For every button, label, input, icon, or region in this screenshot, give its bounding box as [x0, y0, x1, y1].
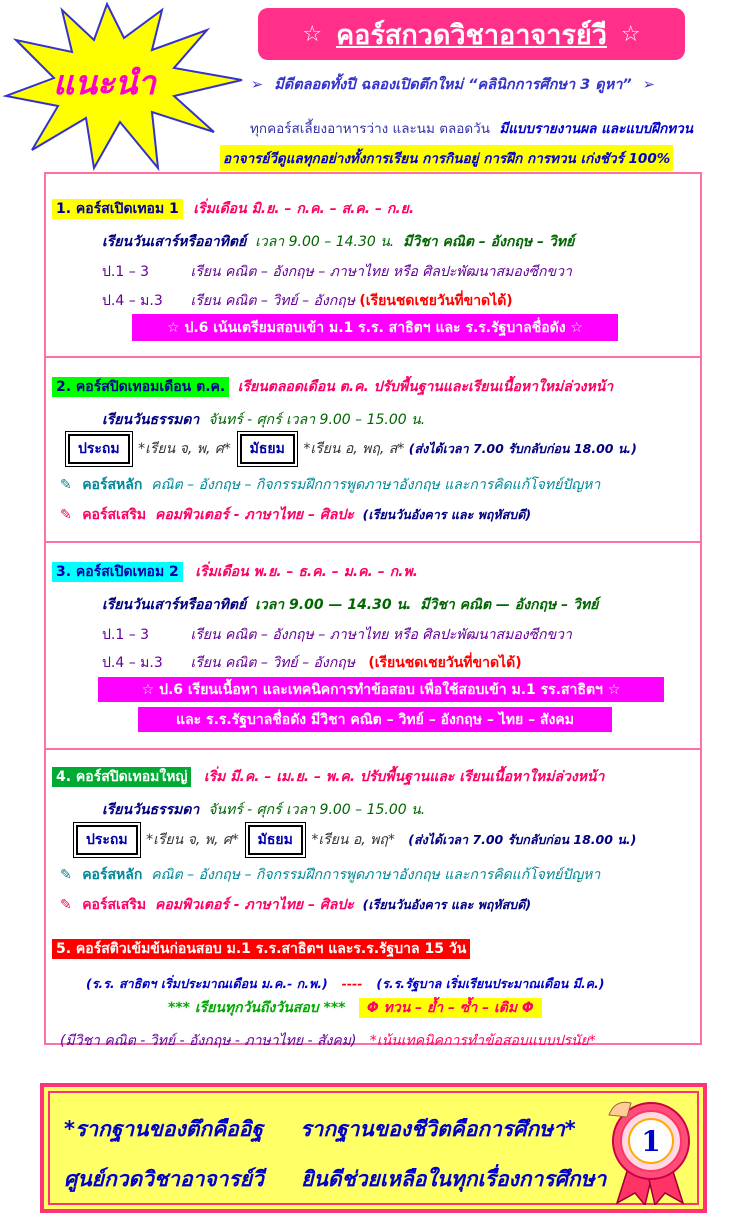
section-1-days: เรียนวันเสาร์หรืออาทิตย์	[102, 234, 247, 250]
section-5-schedule	[86, 974, 605, 994]
footer-slogan: ยินดีช่วยเหลือในทุกเรื่องการศึกษา	[301, 1167, 607, 1191]
section-5-tag: 5. คอร์สติวเข้มข้นก่อนสอบ ม.1 ร.ร.สาธิตฯ และร.ร.รัฐบาล 15 วัน	[52, 939, 470, 959]
footer-quote-b: รากฐานของชีวิตคือการศึกษา*	[300, 1117, 576, 1141]
primary-box: ประถม	[68, 434, 130, 464]
pencil-icon: ✎	[60, 477, 72, 493]
course-panel	[44, 172, 702, 1049]
makeup-note: (เรียนชดเชยวันที่ขาดได้)	[368, 655, 522, 671]
makeup-note: (เรียนชดเชยวันที่ขาดได้)	[359, 293, 513, 309]
arrow-left-icon: ➢	[642, 77, 655, 93]
core-label: คอร์สหลัก	[82, 867, 143, 883]
level-label: ป.4 – ม.3	[102, 293, 163, 309]
review-badge: Φ ทวน – ย้ำ – ซ้ำ – เติม Φ	[359, 998, 542, 1018]
secondary-subjects: *เรียน อ, พฤ*	[311, 832, 395, 848]
extra-label: คอร์สเสริม	[82, 507, 147, 523]
section-3-secondary	[102, 652, 522, 674]
extra-text: คอมพิวเตอร์ - ภาษาไทย – ศิลปะ	[155, 897, 354, 913]
section-3-highlight-2: และ ร.ร.รัฐบาลชื่อดัง มีวิชา คณิต – วิทย์ – อังกฤษ – ไทย – สังคม	[138, 707, 612, 732]
section-1-time: เวลา 9.00 – 14.30 น.	[255, 234, 395, 250]
section-4-period: เริ่ม มี.ค. – เม.ย. – พ.ค. ปรับพื้นฐานและ เรียนเนื้อหาใหม่ล่วงหน้า	[203, 769, 605, 785]
section-1-tag: 1. คอร์สเปิดเทอม 1	[52, 199, 183, 219]
section-1-period: เริ่มเดือน มิ.ย. – ก.ค. – ส.ค. – ก.ย.	[193, 201, 415, 217]
section-4-days: เรียนวันธรรมดา	[102, 802, 200, 818]
medal-number: 1	[641, 1125, 661, 1158]
pencil-icon: ✎	[60, 897, 72, 913]
section-4-days-detail: จันทร์ - ศุกร์ เวลา 9.00 – 15.00 น.	[208, 802, 426, 818]
extra-note: (เรียนวันอังคาร และ พฤหัสบดี)	[362, 507, 532, 522]
section-2-core	[60, 474, 600, 496]
core-label: คอร์สหลัก	[82, 477, 143, 493]
intro-text: มีดีตลอดทั้งปี ฉลองเปิดตึกใหม่ “คลินิกการศึกษา 3 ดูหา”	[274, 77, 632, 93]
section-3-primary	[102, 624, 572, 646]
section-3-highlight-1: ☆ ป.6 เรียนเนื้อหา และเทคนิคการทำข้อสอบ เพื่อใช้สอบเข้า ม.1 รร.สาธิตฯ ☆	[98, 677, 664, 702]
section-2-header	[52, 376, 613, 398]
section-1-header	[52, 198, 414, 220]
section-4-core	[60, 864, 600, 886]
intro-line-2	[250, 117, 693, 139]
footer-center-line	[64, 1163, 606, 1196]
core-text: คณิต – อังกฤษ – กิจกรรมฝึกการพูดภาษาอังกฤษ และการคิดแก้โจทย์ปัญหา	[151, 477, 601, 493]
section-3-schedule	[102, 594, 598, 616]
section-2-period: เรียนตลอดเดือน ต.ค. ปรับพื้นฐานและเรียนเนื้อหาใหม่ล่วงหน้า	[237, 379, 614, 395]
section-3-time: เวลา 9.00 — 14.30 น.	[255, 597, 412, 613]
star-icon: ☆	[620, 21, 641, 47]
section-1-secondary	[102, 290, 513, 312]
section-2-levels	[68, 434, 637, 464]
section-4-levels	[76, 825, 636, 855]
badge-label: แนะนำ	[53, 63, 156, 102]
star-icon: ☆	[302, 21, 323, 47]
schedule-dashes: ----	[341, 976, 363, 991]
schedule-public: (ร.ร.รัฐบาล เริ่มเรียนประมาณเดือน มี.ค.)	[376, 976, 605, 991]
section-1-primary	[102, 261, 572, 283]
section-2-tag: 2. คอร์สปิดเทอมเดือน ต.ค.	[52, 377, 229, 397]
footer-center-name: ศูนย์กวดวิชาอาจารย์วี	[64, 1167, 264, 1191]
technique-text: *เน้นเทคนิคการทำข้อสอบแบบปรนัย*	[369, 1033, 596, 1049]
primary-subjects: *เรียน จ, พ, ศ*	[146, 832, 239, 848]
extra-label: คอร์สเสริม	[82, 897, 147, 913]
section-3-tag: 3. คอร์สเปิดเทอม 2	[52, 562, 183, 582]
title-text: คอร์สกวดวิชาอาจารย์วี	[336, 19, 607, 51]
section-4-tag: 4. คอร์สปิดเทอมใหญ่	[52, 767, 191, 787]
section-4-extra	[60, 894, 531, 916]
divider	[46, 541, 700, 543]
pencil-icon: ✎	[60, 867, 72, 883]
primary-box: ประถม	[76, 825, 138, 855]
level-label: ป.1 – 3	[102, 627, 150, 643]
divider	[46, 748, 700, 750]
section-3-period: เริ่มเดือน พ.ย. – ธ.ค. – ม.ค. – ก.พ.	[195, 564, 418, 580]
section-5-subjects	[60, 1030, 596, 1052]
level-label: ป.1 – 3	[102, 264, 150, 280]
level-text: เรียน คณิต – อังกฤษ – ภาษาไทย หรือ ศิลปะพัฒนาสมองซีกขวา	[190, 264, 572, 280]
transport-note: (ส่งได้เวลา 7.00 รับกลับก่อน 18.00 น.)	[408, 832, 637, 847]
level-text: เรียน คณิต – อังกฤษ – ภาษาไทย หรือ ศิลปะพัฒนาสมองซีกขวา	[190, 627, 572, 643]
secondary-subjects: *เรียน อ, พฤ, ส*	[303, 441, 405, 457]
section-1-highlight: ☆ ป.6 เน้นเตรียมสอบเข้า ม.1 ร.ร. สาธิตฯ และ ร.ร.รัฐบาลชื่อดัง ☆	[132, 314, 618, 341]
section-2-days-detail: จันทร์ - ศุกร์ เวลา 9.00 – 15.00 น.	[208, 412, 426, 428]
core-text: คณิต – อังกฤษ – กิจกรรมฝึกการพูดภาษาอังกฤษ และการคิดแก้โจทย์ปัญหา	[151, 867, 601, 883]
extra-note: (เรียนวันอังคาร และ พฤหัสบดี)	[362, 897, 532, 912]
secondary-box: มัธยม	[240, 434, 295, 464]
section-4-header	[52, 766, 604, 788]
footer-quote-a: *รากฐานของตึกคืออิฐ	[64, 1117, 263, 1141]
intro-snack: ทุกคอร์สเลี้ยงอาหารว่าง และนม ตลอดวัน	[250, 121, 490, 137]
intro-report: มีแบบรายงานผล และแบบฝึกทวน	[499, 121, 693, 137]
section-5-daily	[168, 997, 542, 1019]
page-title	[258, 8, 685, 60]
schedule-demo: (ร.ร. สาธิตฯ เริ่มประมาณเดือน ม.ค.- ก.พ.)	[86, 976, 328, 991]
section-4-schedule	[102, 799, 425, 821]
footer-quote-line	[64, 1113, 576, 1146]
divider	[46, 356, 700, 358]
secondary-box: มัธยม	[248, 825, 303, 855]
daily-text: *** เรียนทุกวันถึงวันสอบ ***	[168, 1000, 346, 1016]
level-text: เรียน คณิต – วิทย์ – อังกฤษ	[190, 655, 355, 671]
pencil-icon: ✎	[60, 507, 72, 523]
transport-note: (ส่งได้เวลา 7.00 รับกลับก่อน 18.00 น.)	[408, 441, 637, 456]
starburst-badge	[2, 0, 254, 172]
intro-line-1	[245, 73, 661, 96]
level-text: เรียน คณิต – วิทย์ – อังกฤษ	[190, 293, 355, 309]
section-5-header	[52, 938, 470, 960]
level-label: ป.4 – ม.3	[102, 655, 163, 671]
arrow-right-icon: ➢	[251, 77, 264, 93]
section-2-extra	[60, 504, 531, 526]
section-2-days: เรียนวันธรรมดา	[102, 412, 200, 428]
section-2-schedule	[102, 409, 425, 431]
section-3-header	[52, 561, 418, 583]
section-1-schedule	[102, 231, 574, 253]
footer-banner	[40, 1083, 707, 1213]
section-5-subjects-text: (มีวิชา คณิต - วิทย์ - อังกฤษ - ภาษาไทย - สังคม)	[60, 1033, 357, 1049]
award-medal-icon	[601, 1095, 699, 1205]
intro-line-3: อาจารย์วีดูแลทุกอย่างทั้งการเรียน การกินอยู่ การฝึก การทวน เก่งชัวร์ 100%	[220, 145, 673, 171]
section-3-days: เรียนวันเสาร์หรืออาทิตย์	[102, 597, 247, 613]
section-3-subjects: มีวิชา คณิต — อังกฤษ – วิทย์	[420, 597, 599, 613]
section-1-subjects: มีวิชา คณิต – อังกฤษ – วิทย์	[403, 234, 575, 250]
primary-subjects: *เรียน จ, พ, ศ*	[138, 441, 231, 457]
extra-text: คอมพิวเตอร์ - ภาษาไทย – ศิลปะ	[155, 507, 354, 523]
